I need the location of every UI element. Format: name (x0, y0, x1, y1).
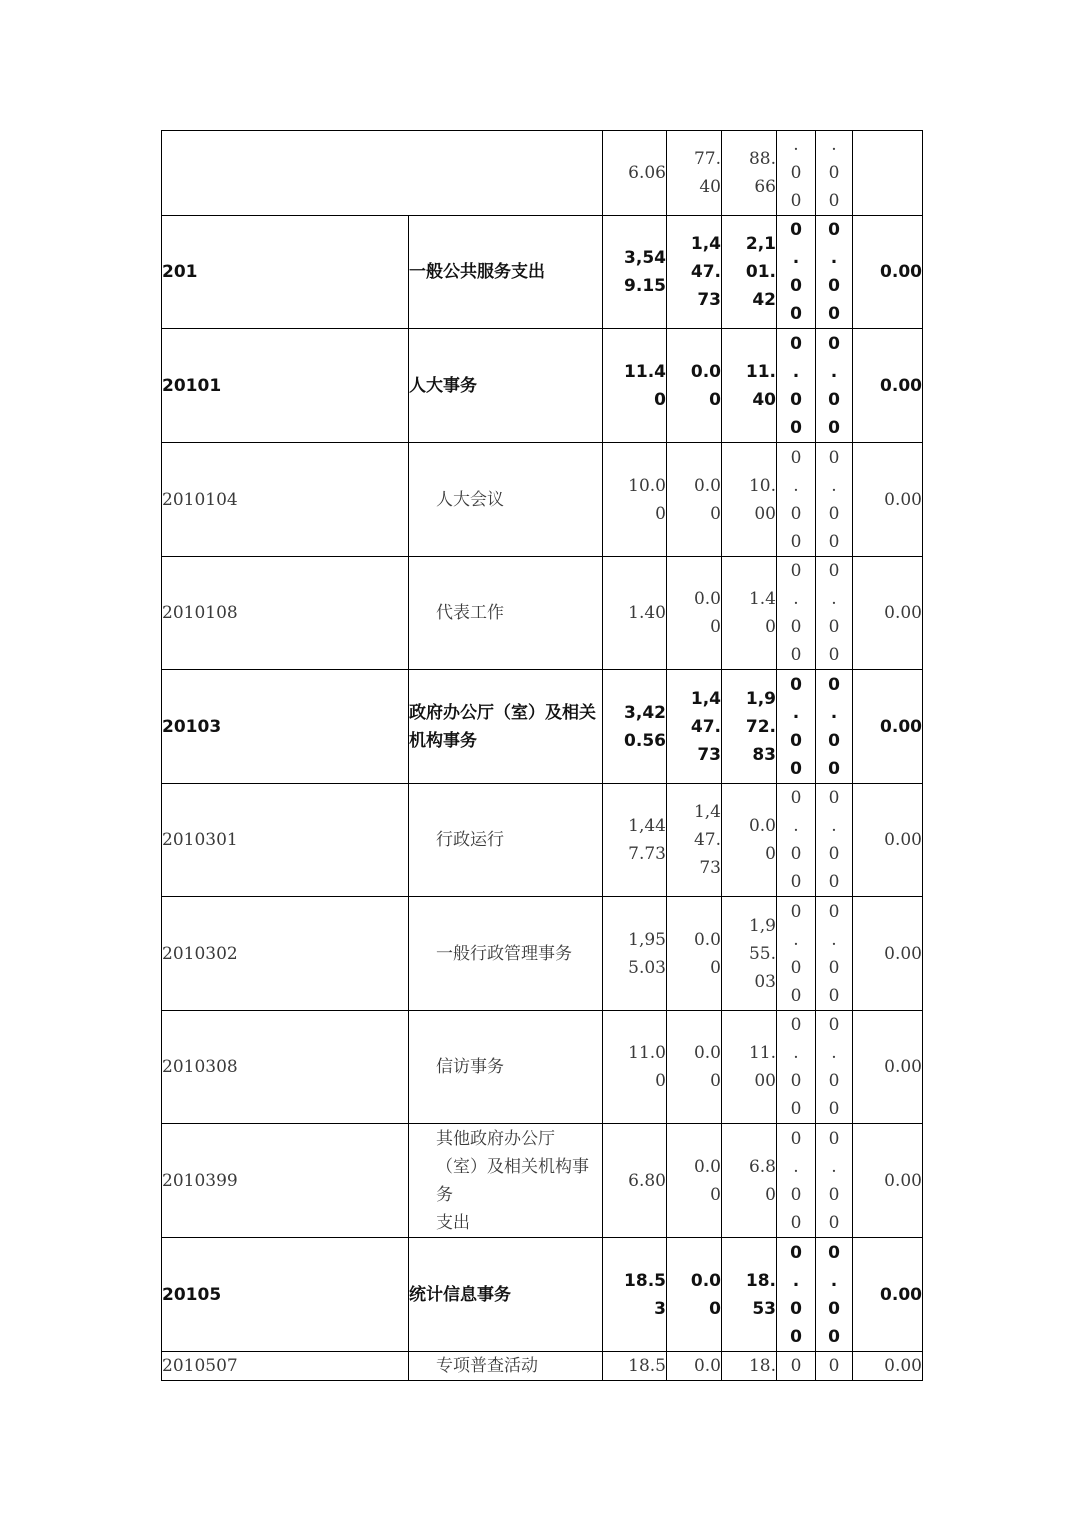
subject-name-cell (409, 897, 603, 1011)
col-c-cell: 0.00 (853, 1124, 923, 1238)
cell-line: 10. (748, 475, 776, 496)
cell-line: 0 (790, 1184, 802, 1205)
cell-line: . (792, 361, 800, 382)
col-project-cell (722, 216, 777, 329)
cell-line: . (793, 475, 799, 496)
col-b-cell (816, 216, 853, 329)
cell-line: 0 (790, 447, 802, 468)
cell-line: 0 (790, 1128, 802, 1149)
cell-line: 11.4 (624, 361, 666, 382)
col-b-cell (816, 784, 853, 897)
cell-line: 0 (790, 1071, 802, 1091)
cell-line: 0 (790, 872, 802, 892)
col-basic-cell (667, 329, 722, 443)
cell-line: 0 (790, 417, 802, 438)
cell-line: 支出 (436, 1212, 470, 1233)
cell-line: 0 (828, 758, 840, 779)
cell-line: 0 (655, 503, 666, 524)
cell-line: 0 (790, 389, 802, 410)
cell-line: 0 (790, 758, 802, 779)
col-a-cell (777, 557, 816, 670)
col-b-cell (816, 897, 853, 1011)
cell-line: 0 (828, 191, 840, 211)
table-row (162, 897, 923, 1011)
subject-name-cell (409, 784, 603, 897)
cell-line: 0 (790, 531, 802, 552)
col-b-cell (816, 443, 853, 557)
cell-line: . (793, 1156, 799, 1177)
cell-line: 0 (828, 1099, 840, 1119)
cell-line: 0.0 (693, 475, 721, 496)
cell-line: . (793, 135, 799, 155)
cell-line: . (830, 702, 838, 723)
table-row-continued (162, 131, 923, 216)
cell-line: 7.73 (628, 844, 666, 864)
cell-line: 01. (745, 262, 776, 282)
cell-line: 0 (828, 957, 840, 978)
cell-line: 47. (693, 830, 721, 850)
col-basic-cell (667, 1352, 722, 1381)
cell-line: 1,4 (690, 234, 721, 254)
cell-line: 0 (828, 901, 840, 922)
cell-line: 1,95 (628, 929, 666, 950)
subject-name-cell (409, 216, 603, 329)
table-row (162, 784, 923, 897)
cell-line: 3 (654, 1298, 666, 1319)
col-c-cell: 0.00 (853, 329, 923, 443)
cell-line: 0 (790, 561, 802, 581)
col-total-cell (603, 1238, 667, 1352)
col-basic-cell (667, 443, 722, 557)
col-total-cell (603, 131, 667, 216)
cell-line: 1,4 (690, 688, 721, 709)
cell-line: 0.0 (690, 1270, 721, 1291)
cell-line: 73 (699, 858, 721, 878)
empty-cell (162, 131, 603, 216)
col-total-cell (603, 897, 667, 1011)
table-row (162, 670, 923, 784)
col-project-cell (722, 1011, 777, 1124)
cell-line: 53 (752, 1298, 776, 1319)
cell-line: 0 (790, 333, 802, 354)
col-c-cell: 0.00 (853, 1011, 923, 1124)
col-c-cell: 0.00 (853, 670, 923, 784)
cell-line: 0 (828, 1326, 840, 1347)
col-a-cell (777, 897, 816, 1011)
cell-line: 0 (765, 617, 776, 637)
cell-line: 0 (828, 163, 840, 183)
cell-line: 0 (828, 531, 840, 552)
cell-line: 0 (790, 1099, 802, 1119)
col-project-cell (722, 1238, 777, 1352)
col-a-cell (777, 1352, 816, 1381)
cell-line: 0 (765, 844, 776, 864)
cell-line: . (831, 816, 837, 836)
cell-line: 人大事务 (409, 375, 477, 396)
cell-line: 00 (754, 1071, 776, 1091)
cell-line: 3,54 (624, 248, 666, 268)
cell-line: . (831, 1043, 837, 1063)
cell-line: . (831, 589, 837, 609)
cell-line: 9.15 (624, 276, 666, 296)
col-basic-cell (667, 1124, 722, 1238)
cell-line: 0 (709, 389, 721, 410)
cell-line: 信访事务 (436, 1057, 504, 1077)
col-project-cell (722, 897, 777, 1011)
subject-name-cell (409, 557, 603, 670)
col-b-cell (816, 1124, 853, 1238)
cell-line: 0 (710, 1071, 721, 1091)
cell-line: 0 (765, 1184, 776, 1205)
cell-line: 73 (697, 290, 721, 310)
cell-line: 专项普查活动 (436, 1356, 538, 1376)
col-project-cell (722, 784, 777, 897)
cell-line: 一般公共服务支出 (409, 262, 545, 282)
cell-line: 0 (790, 901, 802, 922)
cell-line: 77. (693, 149, 721, 169)
cell-line: . (792, 702, 800, 723)
subject-name-cell (409, 1352, 603, 1381)
cell-line: 18. (745, 1270, 776, 1291)
cell-line: 0 (828, 1356, 840, 1376)
cell-line: 其他政府办公厅 (436, 1128, 555, 1149)
cell-line: 0 (790, 304, 802, 324)
cell-line: 18. (748, 1356, 776, 1376)
col-project-cell (722, 670, 777, 784)
cell-line: 66 (754, 177, 776, 197)
cell-line: 0 (790, 957, 802, 978)
cell-line: 0 (710, 503, 721, 524)
col-a-cell (777, 1238, 816, 1352)
col-c-cell: 0.00 (853, 443, 923, 557)
col-b-cell (816, 1238, 853, 1352)
cell-line: 0 (790, 1298, 802, 1319)
cell-line: 0 (828, 1242, 840, 1263)
col-c-cell: 0.00 (853, 557, 923, 670)
subject-code-cell: 2010507 (162, 1352, 409, 1381)
cell-line: 0 (828, 276, 840, 296)
cell-line: 72. (745, 716, 776, 737)
col-a-cell (777, 1124, 816, 1238)
cell-line: 47. (690, 716, 721, 737)
cell-line: 0 (828, 1071, 840, 1091)
cell-line: 18.5 (624, 1270, 666, 1291)
subject-name-cell (409, 443, 603, 557)
cell-line: 0 (828, 872, 840, 892)
cell-line: 00 (754, 503, 776, 524)
cell-line: 0 (828, 730, 840, 751)
cell-line: 40 (699, 177, 721, 197)
cell-line: 0 (790, 163, 802, 183)
col-total-cell (603, 1011, 667, 1124)
table-row (162, 1124, 923, 1238)
subject-code-cell: 2010104 (162, 443, 409, 557)
cell-line: 0 (710, 957, 721, 978)
col-b-cell (816, 131, 853, 216)
cell-line: 0 (828, 1212, 840, 1233)
col-project-cell (722, 443, 777, 557)
cell-line: 0 (828, 1015, 840, 1035)
cell-line: 42 (752, 290, 776, 310)
col-basic-cell (667, 670, 722, 784)
cell-line: . (831, 475, 837, 496)
cell-line: . (830, 248, 838, 268)
cell-line: 0 (828, 788, 840, 808)
col-a-cell (777, 131, 816, 216)
cell-line: 0 (710, 1184, 721, 1205)
cell-line: 0 (790, 844, 802, 864)
cell-line: 代表工作 (436, 603, 504, 623)
cell-line: 0 (828, 645, 840, 665)
subject-code-cell: 2010301 (162, 784, 409, 897)
subject-code-cell: 2010302 (162, 897, 409, 1011)
cell-line: 0.0 (693, 929, 721, 950)
cell-line: 0.0 (693, 1356, 721, 1376)
subject-name-cell (409, 1124, 603, 1238)
cell-line: 11. (745, 361, 776, 382)
table-row (162, 443, 923, 557)
cell-line: . (792, 248, 800, 268)
cell-line: 5.03 (628, 957, 666, 978)
col-total-cell (603, 1352, 667, 1381)
cell-line: 0 (790, 645, 802, 665)
col-basic-cell (667, 1011, 722, 1124)
cell-line: 1,4 (693, 802, 721, 822)
col-basic-cell (667, 557, 722, 670)
cell-line: . (831, 135, 837, 155)
cell-line: 0 (828, 389, 840, 410)
col-a-cell (777, 670, 816, 784)
cell-line: 0 (655, 1071, 666, 1091)
cell-line: 0 (828, 674, 840, 695)
subject-name-cell (409, 1238, 603, 1352)
table-row (162, 329, 923, 443)
cell-line: 0 (790, 617, 802, 637)
col-project-cell (722, 1124, 777, 1238)
cell-line: . (793, 816, 799, 836)
table-row (162, 1238, 923, 1352)
cell-line: 0 (828, 1128, 840, 1149)
cell-line: 88. (748, 149, 776, 169)
col-basic-cell (667, 897, 722, 1011)
cell-line: 0 (790, 1242, 802, 1263)
cell-line: 0 (790, 788, 802, 808)
cell-line: 1,9 (748, 915, 776, 936)
subject-code-cell: 20103 (162, 670, 409, 784)
cell-line: 0 (790, 220, 802, 240)
cell-line: 一般行政管理事务 (436, 943, 572, 964)
cell-line: 0 (790, 191, 802, 211)
cell-line: . (793, 1043, 799, 1063)
cell-line: 0 (790, 985, 802, 1006)
cell-line: 0 (828, 447, 840, 468)
cell-line: 10.0 (628, 475, 666, 496)
table-row (162, 216, 923, 329)
cell-line: 47. (690, 262, 721, 282)
col-a-cell (777, 216, 816, 329)
col-a-cell (777, 329, 816, 443)
subject-name-cell (409, 1011, 603, 1124)
cell-line: 0 (828, 304, 840, 324)
budget-table (161, 130, 923, 1381)
cell-line: 人大会议 (436, 489, 504, 510)
col-a-cell (777, 784, 816, 897)
cell-line: 0.0 (690, 361, 721, 382)
col-a-cell (777, 1011, 816, 1124)
cell-line: 0 (790, 674, 802, 695)
subject-code-cell: 2010399 (162, 1124, 409, 1238)
cell-line: 行政运行 (436, 830, 504, 850)
col-c-cell (853, 131, 923, 216)
col-project-cell (722, 1352, 777, 1381)
cell-line: 83 (752, 744, 776, 765)
cell-line: 0.56 (624, 730, 666, 751)
col-total-cell (603, 216, 667, 329)
cell-line: 0 (790, 1326, 802, 1347)
cell-line: . (830, 361, 838, 382)
col-basic-cell (667, 1238, 722, 1352)
cell-line: 1.40 (628, 603, 666, 623)
subject-code-cell: 2010108 (162, 557, 409, 670)
subject-name-cell (409, 670, 603, 784)
cell-line: 40 (752, 389, 776, 410)
subject-code-cell: 2010308 (162, 1011, 409, 1124)
cell-line: 6.8 (748, 1156, 776, 1177)
cell-line: 0 (828, 985, 840, 1006)
cell-line: 1,44 (628, 816, 666, 836)
cell-line: 0 (790, 276, 802, 296)
cell-line: （室）及相关机构事务 (436, 1156, 589, 1205)
col-total-cell (603, 784, 667, 897)
cell-line: 03 (754, 971, 776, 992)
subject-code-cell: 20105 (162, 1238, 409, 1352)
col-total-cell (603, 329, 667, 443)
cell-line: 2,1 (745, 234, 776, 254)
cell-line: . (792, 1270, 800, 1291)
cell-line: . (831, 1156, 837, 1177)
col-c-cell: 0.00 (853, 897, 923, 1011)
col-project-cell (722, 329, 777, 443)
cell-line: 11. (748, 1043, 776, 1063)
col-total-cell (603, 443, 667, 557)
cell-line: 0 (654, 389, 666, 410)
col-a-cell (777, 443, 816, 557)
subject-code-cell: 20101 (162, 329, 409, 443)
cell-line: 0 (828, 333, 840, 354)
table-row (162, 557, 923, 670)
cell-line: 0 (790, 503, 802, 524)
cell-line: 0 (790, 730, 802, 751)
col-b-cell (816, 329, 853, 443)
cell-line: . (793, 929, 799, 950)
col-total-cell (603, 1124, 667, 1238)
col-c-cell: 0.00 (853, 216, 923, 329)
cell-line: 73 (697, 744, 721, 765)
col-c-cell: 0.00 (853, 1352, 923, 1381)
col-c-cell: 0.00 (853, 784, 923, 897)
col-basic-cell (667, 216, 722, 329)
col-project-cell (722, 131, 777, 216)
cell-line: . (831, 929, 837, 950)
cell-line: 0.0 (748, 816, 776, 836)
col-total-cell (603, 557, 667, 670)
cell-line: 0 (709, 1298, 721, 1319)
cell-line: 0 (828, 503, 840, 524)
cell-line: 1.4 (748, 589, 776, 609)
cell-line: 6.80 (628, 1170, 666, 1191)
cell-line: 0.0 (693, 1156, 721, 1177)
cell-line: 0 (828, 1184, 840, 1205)
cell-line: 政府办公厅（室）及相关 (409, 702, 596, 723)
cell-line: 0 (828, 220, 840, 240)
cell-line: 6.06 (628, 163, 666, 183)
table-row-partial (162, 1352, 923, 1381)
cell-line: 0 (790, 1015, 802, 1035)
cell-line: 统计信息事务 (409, 1284, 511, 1305)
cell-line: . (793, 589, 799, 609)
col-project-cell (722, 557, 777, 670)
col-b-cell (816, 1352, 853, 1381)
cell-line: 0.0 (693, 589, 721, 609)
col-c-cell: 0.00 (853, 1238, 923, 1352)
col-total-cell (603, 670, 667, 784)
cell-line: . (830, 1270, 838, 1291)
col-basic-cell (667, 131, 722, 216)
col-b-cell (816, 670, 853, 784)
cell-line: 0 (790, 1212, 802, 1233)
col-b-cell (816, 1011, 853, 1124)
cell-line: 0.0 (693, 1043, 721, 1063)
table-row (162, 1011, 923, 1124)
cell-line: 0 (828, 844, 840, 864)
cell-line: 18.5 (628, 1356, 666, 1376)
cell-line: 0 (828, 561, 840, 581)
cell-line: 0 (828, 1298, 840, 1319)
col-basic-cell (667, 784, 722, 897)
cell-line: 0 (828, 417, 840, 438)
cell-line: 0 (710, 617, 721, 637)
cell-line: 3,42 (624, 702, 666, 723)
cell-line: 机构事务 (409, 730, 477, 751)
cell-line: 11.0 (628, 1043, 666, 1063)
cell-line: 0 (790, 1356, 802, 1376)
cell-line: 1,9 (745, 688, 776, 709)
cell-line: 0 (828, 617, 840, 637)
cell-line: 55. (748, 943, 776, 964)
subject-name-cell (409, 329, 603, 443)
col-b-cell (816, 557, 853, 670)
subject-code-cell: 201 (162, 216, 409, 329)
